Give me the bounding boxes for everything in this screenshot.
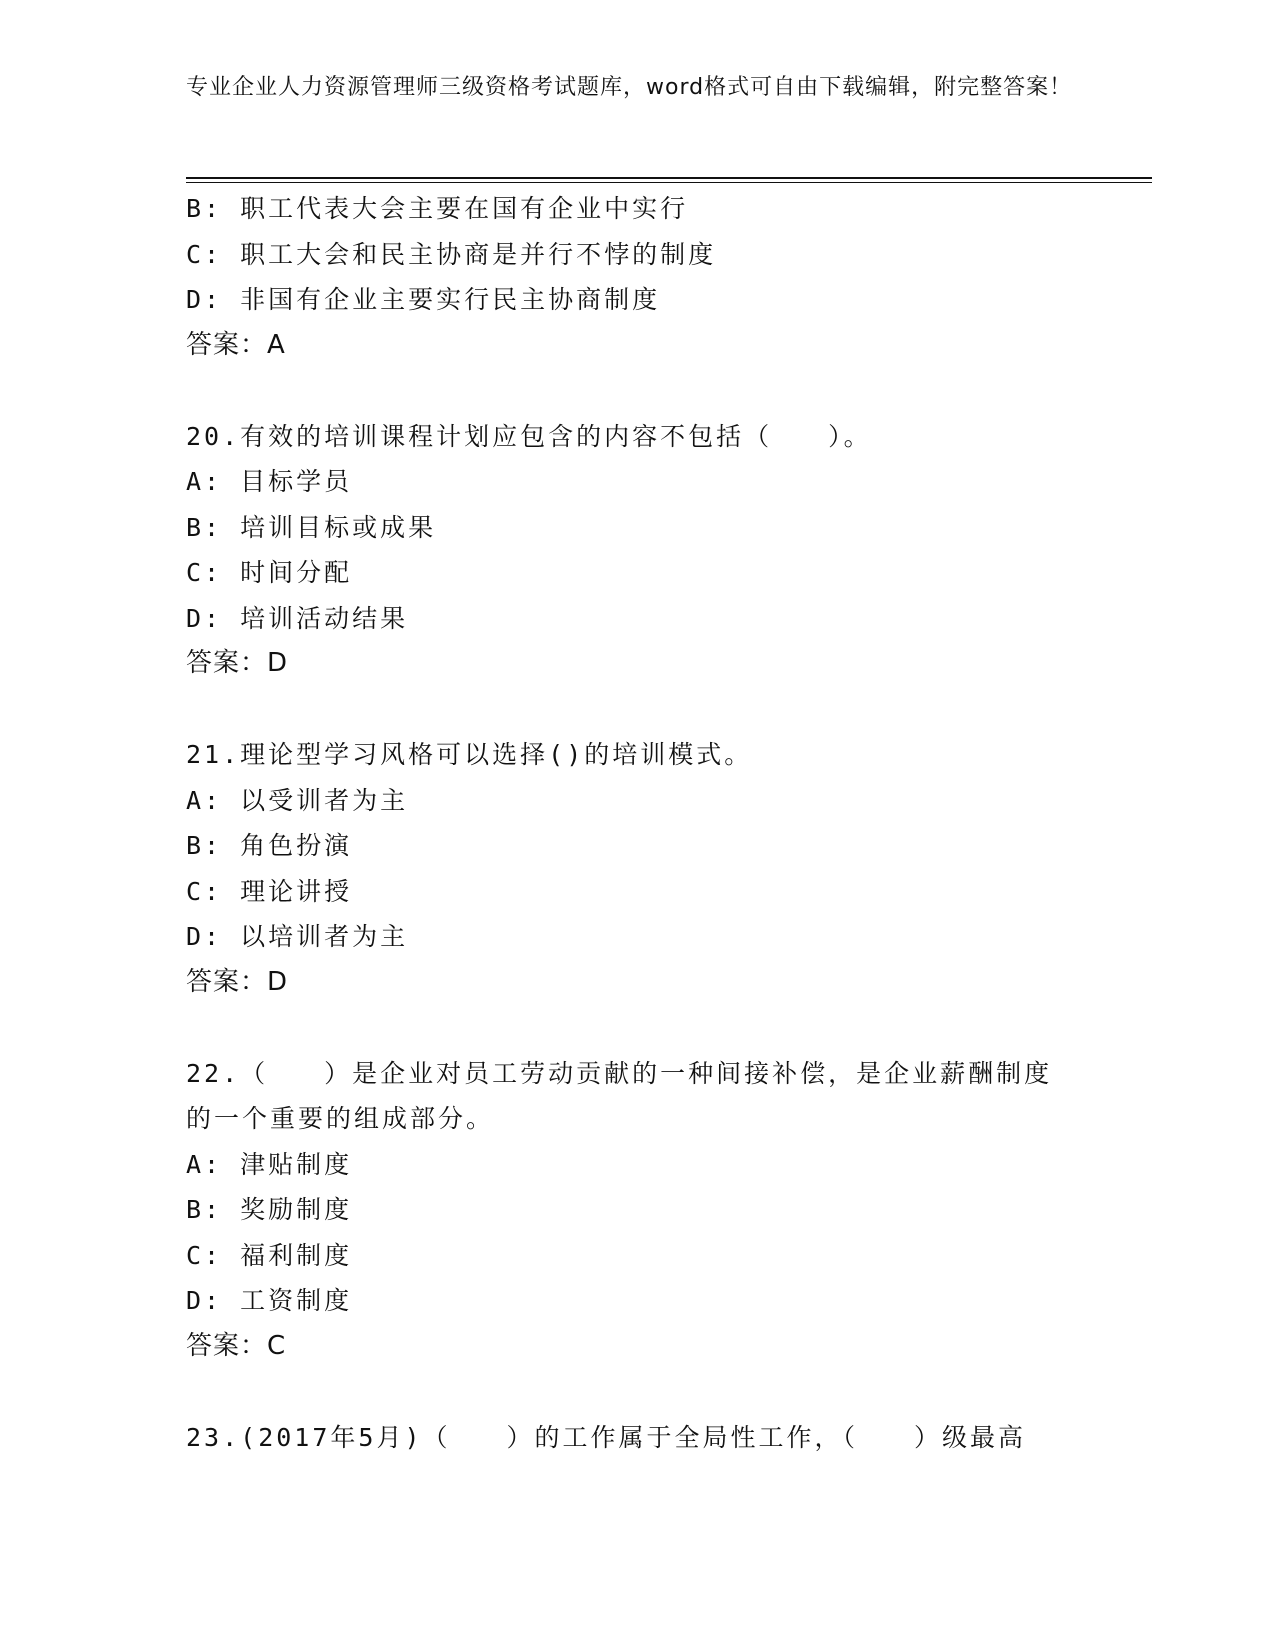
option-b: B: 角色扮演 <box>186 831 353 860</box>
option-d: D: 培训活动结果 <box>186 603 409 633</box>
option-b: B: 职工代表大会主要在国有企业中实行 <box>186 194 689 223</box>
question-stem: 22.（ ）是企业对员工劳动贡献的一种间接补偿，是企业薪酬制度的一个重要的组成部分。 <box>186 1058 1053 1133</box>
question-stem: 20.有效的培训课程计划应包含的内容不包括（ ）。 <box>186 421 872 451</box>
question-22 <box>186 1051 1086 1370</box>
option-d: D: 工资制度 <box>186 1286 353 1315</box>
option-c: C: 职工大会和民主协商是并行不悖的制度 <box>186 239 717 269</box>
option-c: C: 福利制度 <box>186 1240 353 1270</box>
option-d: D: 以培训者为主 <box>186 922 409 951</box>
header-rule-thick <box>186 177 1152 179</box>
option-b: B: 奖励制度 <box>186 1195 353 1224</box>
question-23 <box>186 1415 1086 1461</box>
option-a: A: 津贴制度 <box>186 1149 353 1179</box>
answer-line: 答案：D <box>186 648 289 678</box>
question-20 <box>186 414 1086 687</box>
option-b: B: 培训目标或成果 <box>186 512 437 542</box>
option-a: A: 目标学员 <box>186 467 353 496</box>
question-19-continued <box>186 186 1086 368</box>
question-21 <box>186 732 1086 1005</box>
option-c: C: 理论讲授 <box>186 876 353 906</box>
question-stem: 23.(2017年5月)（ ）的工作属于全局性工作，（ ）级最高 <box>186 1422 1027 1452</box>
answer-line: 答案：A <box>186 329 286 360</box>
option-c: C: 时间分配 <box>186 558 353 587</box>
header-rule-thin <box>186 182 1152 183</box>
answer-line: 答案：C <box>186 1330 287 1361</box>
option-d: D: 非国有企业主要实行民主协商制度 <box>186 285 661 314</box>
answer-line: 答案：D <box>186 966 289 997</box>
option-a: A: 以受训者为主 <box>186 785 409 815</box>
page-header: 专业企业人力资源管理师三级资格考试题库，word格式可自由下载编辑，附完整答案！ <box>186 75 1073 100</box>
question-stem: 21.理论型学习风格可以选择()的培训模式。 <box>186 740 753 769</box>
question-list <box>186 186 1086 1460</box>
